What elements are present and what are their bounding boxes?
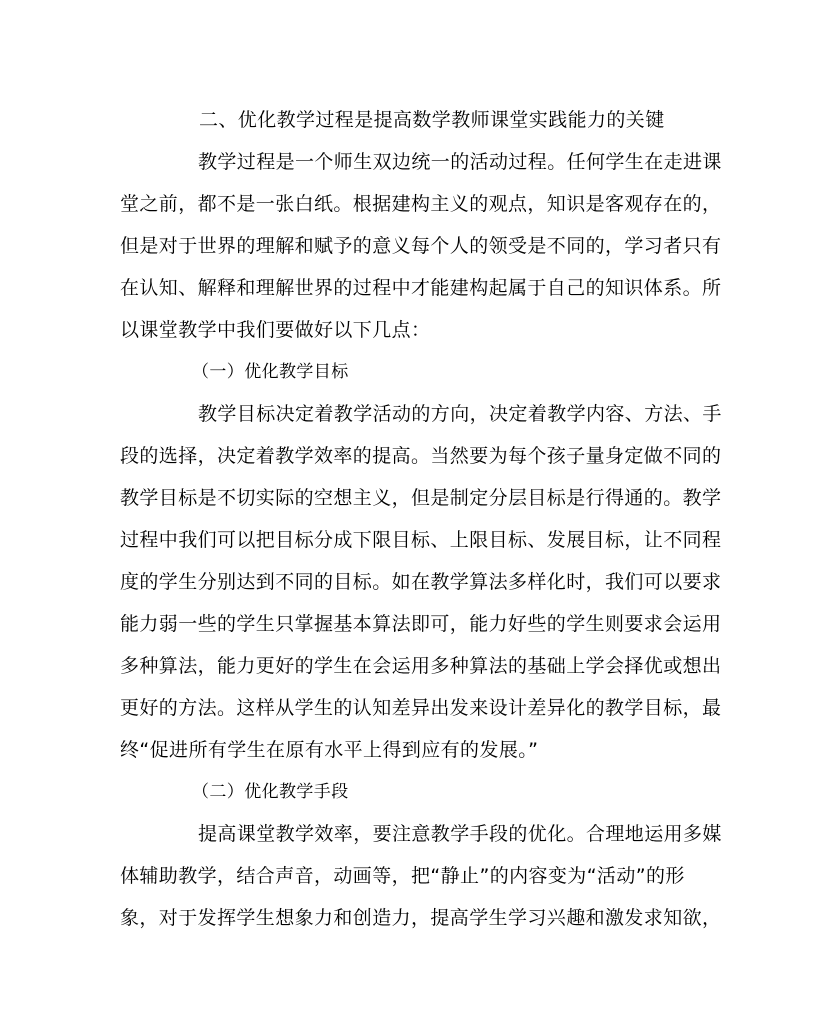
subheading-means: （二）优化教学手段: [192, 782, 349, 802]
paragraph-line: 教学目标是不切实际的空想主义，但是制定分层目标是行得通的。教学: [120, 487, 722, 509]
subheading-goals: （一）优化教学目标: [192, 362, 349, 382]
paragraph-line: 以课堂教学中我们要做好以下几点：: [120, 319, 431, 341]
section-heading: 二、优化教学过程是提高数学教师课堂实践能力的关键: [199, 109, 665, 131]
paragraph-line: 堂之前，都不是一张白纸。根据建构主义的观点，知识是客观存在的，: [120, 193, 722, 215]
paragraph-line: 终“促进所有学生在原有水平上得到应有的发展。”: [120, 739, 539, 761]
paragraph-line: 体辅助教学，结合声音，动画等，把“静止”的内容变为“活动”的形: [120, 865, 685, 887]
paragraph-line: 多种算法，能力更好的学生在会运用多种算法的基础上学会择优或想出: [120, 655, 722, 677]
paragraph-line: 能力弱一些的学生只掌握基本算法即可，能力好些的学生则要求会运用: [120, 613, 722, 635]
paragraph-line: 提高课堂教学效率，要注意教学手段的优化。合理地运用多媒: [198, 823, 722, 845]
paragraph-line: 但是对于世界的理解和赋予的意义每个人的领受是不同的，学习者只有: [120, 235, 722, 257]
paragraph-line: 段的选择，决定着教学效率的提高。当然要为每个孩子量身定做不同的: [120, 445, 722, 467]
paragraph-line: 教学目标决定着教学活动的方向，决定着教学内容、方法、手: [198, 403, 722, 425]
paragraph-line: 象，对于发挥学生想象力和创造力，提高学生学习兴趣和激发求知欲，: [120, 907, 722, 929]
paragraph-line: 更好的方法。这样从学生的认知差异出发来设计差异化的教学目标，最: [120, 697, 722, 719]
paragraph-line: 过程中我们可以把目标分成下限目标、上限目标、发展目标，让不同程: [120, 529, 722, 551]
paragraph-line: 度的学生分别达到不同的目标。如在教学算法多样化时，我们可以要求: [120, 571, 722, 593]
paragraph-line: 在认知、解释和理解世界的过程中才能建构起属于自己的知识体系。所: [120, 277, 722, 299]
paragraph-line: 教学过程是一个师生双边统一的活动过程。任何学生在走进课: [198, 151, 722, 173]
